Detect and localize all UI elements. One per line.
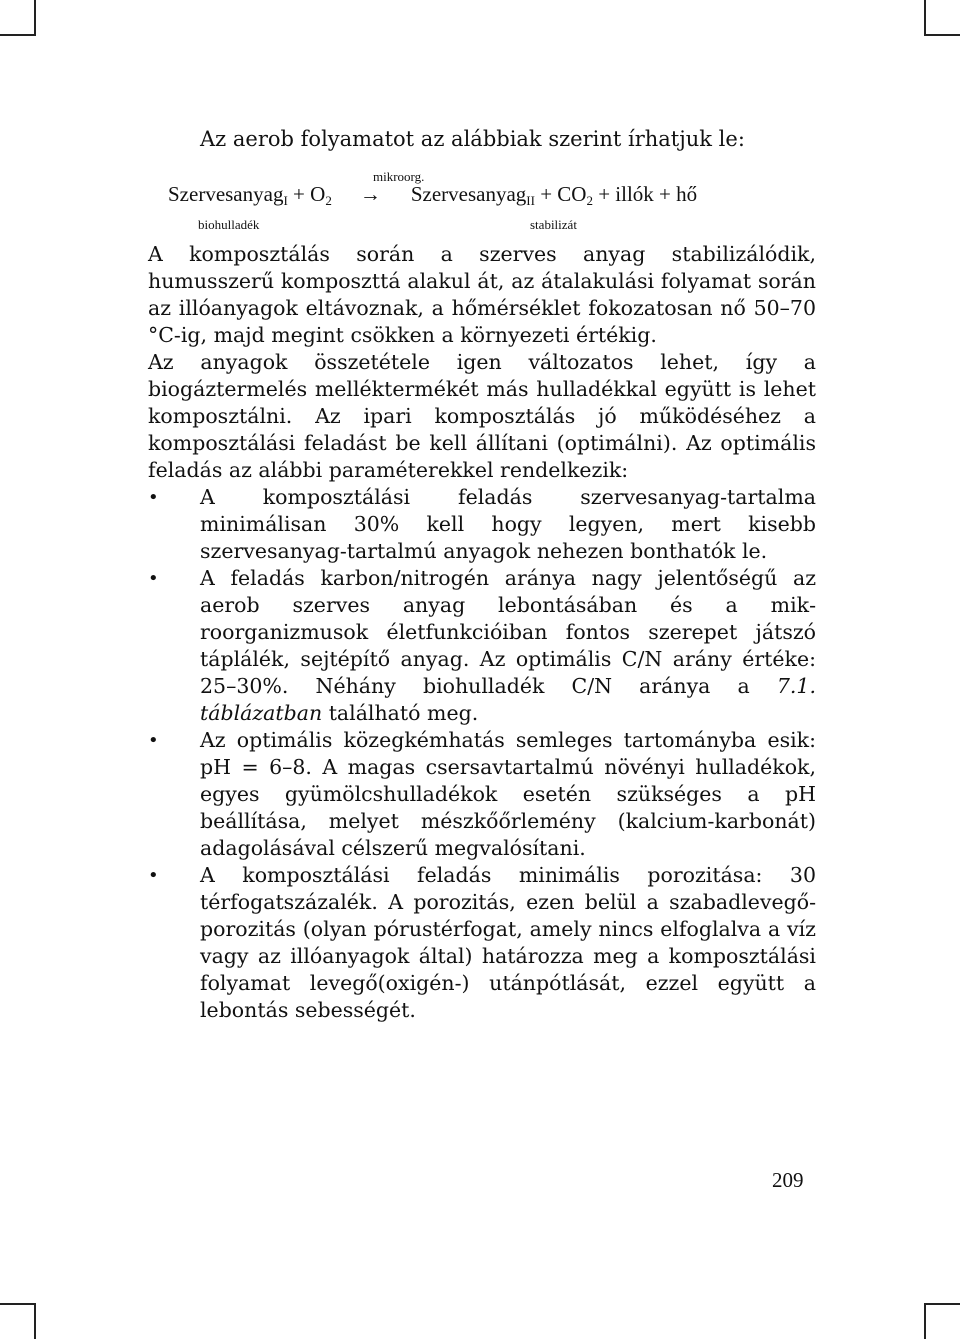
product-subscript: II — [526, 193, 535, 208]
paragraph-composition: Az anyagok összetétele igen változatos lehet, így a biogáztermelés melléktermékét más hulladékkal együtt is lehet komposztálni. Az ipari komposztálás jó működéséhez a komposztálási feladást be kell állítani (optimálni). Az optimális feladás az alábbi paraméterekkel rendelkezik: — [148, 350, 816, 482]
list-item-text: A komposztálási feladás minimális porozitása: 30 térfogatszázalék. A porozitás, ezen belül a szabadlevegő-porozitás (olyan pórustérfogat, amely nincs elfoglalva a víz vagy az illóanyagok által) határozza meg a komposztálási folyamat levegő(oxigén-) utánpótlását, ezzel együtt a lebontás sebességét. — [200, 863, 816, 1022]
crop-mark-bottom-left-h — [0, 1303, 36, 1305]
plus-oxygen: + O — [287, 182, 326, 206]
bullet-icon: • — [148, 865, 159, 886]
reaction-arrow: → — [359, 182, 381, 206]
crop-mark-top-left-v — [34, 0, 36, 36]
list-item-text: A komposztálási feladás szervesanyag-tartalma minimálisan 30% kell hogy legyen, mert kisebb szervesanyag-tartalmú anyagok nehezen bonthatók le. — [200, 485, 816, 563]
list-item-text: A feladás karbon/nitrogén aránya nagy jelentőségű az aerob szerves anyag lebontásában és a mikroorganizmusok életfunkcióiban fontos szerepet játszó táplálék, sejtépítő anyag. Az optimális C/N arány értéke: 25–30%. Néhány biohulladék C/N aránya a — [200, 566, 816, 698]
bullet-icon: • — [148, 568, 159, 589]
bullet-icon: • — [148, 487, 159, 508]
list-item — [148, 727, 816, 862]
list-item-text: Az optimális közegkémhatás semleges tartományba esik: pH = 6–8. A magas csersavtartalmú növényi hulladékok, egyes gyümölcshulladékok esetén szükséges a pH beállítása, melyet mészkőőrlemény (kalcium-karbonát) adagolásával célszerű megvalósítani. — [200, 728, 816, 860]
label-microorganism: mikroorg. — [373, 169, 425, 184]
product-name: Szervesanyag — [410, 182, 527, 206]
list-item — [148, 862, 816, 1024]
crop-mark-bottom-right-v — [924, 1303, 926, 1339]
paragraph-composting-process: A komposztálás során a szerves anyag stabilizálódik, humusszerű komposzttá alakul át, az átalakulási folyamat során az illóanyagok eltávoznak, a hőmérséklet fokozatosan nő 50–70 °C-ig, majd megint csökken a környezeti értékig. — [148, 242, 816, 347]
crop-mark-bottom-left-v — [34, 1303, 36, 1339]
label-stabilizate: stabilizát — [530, 217, 577, 232]
products-rest: + illók + hő — [592, 182, 698, 206]
label-biowaste: biohulladék — [198, 217, 260, 232]
bullet-icon: • — [148, 730, 159, 751]
crop-mark-bottom-right-h — [924, 1303, 960, 1305]
plus-co2: + CO — [534, 182, 587, 206]
intro-sentence: Az aerob folyamatot az alábbiak szerint írhatjuk le: — [200, 127, 745, 151]
reaction-equation — [148, 153, 816, 241]
co2-subscript: 2 — [586, 193, 593, 208]
crop-mark-top-right-h — [924, 34, 960, 36]
oxygen-subscript: 2 — [325, 193, 332, 208]
reactant-name: Szervesanyag — [168, 182, 284, 206]
equation-line — [168, 181, 697, 214]
reactant-subscript: I — [283, 193, 288, 208]
page-number: 209 — [772, 1168, 804, 1192]
list-item-text-end: található meg. — [322, 701, 479, 725]
crop-mark-top-right-v — [924, 0, 926, 36]
crop-mark-top-left-h — [0, 34, 36, 36]
parameter-list — [148, 484, 816, 1024]
table-reference: 7.1. táblázatban — [200, 674, 816, 725]
list-item — [148, 484, 816, 565]
list-item — [148, 565, 816, 727]
page-body — [148, 126, 816, 1024]
